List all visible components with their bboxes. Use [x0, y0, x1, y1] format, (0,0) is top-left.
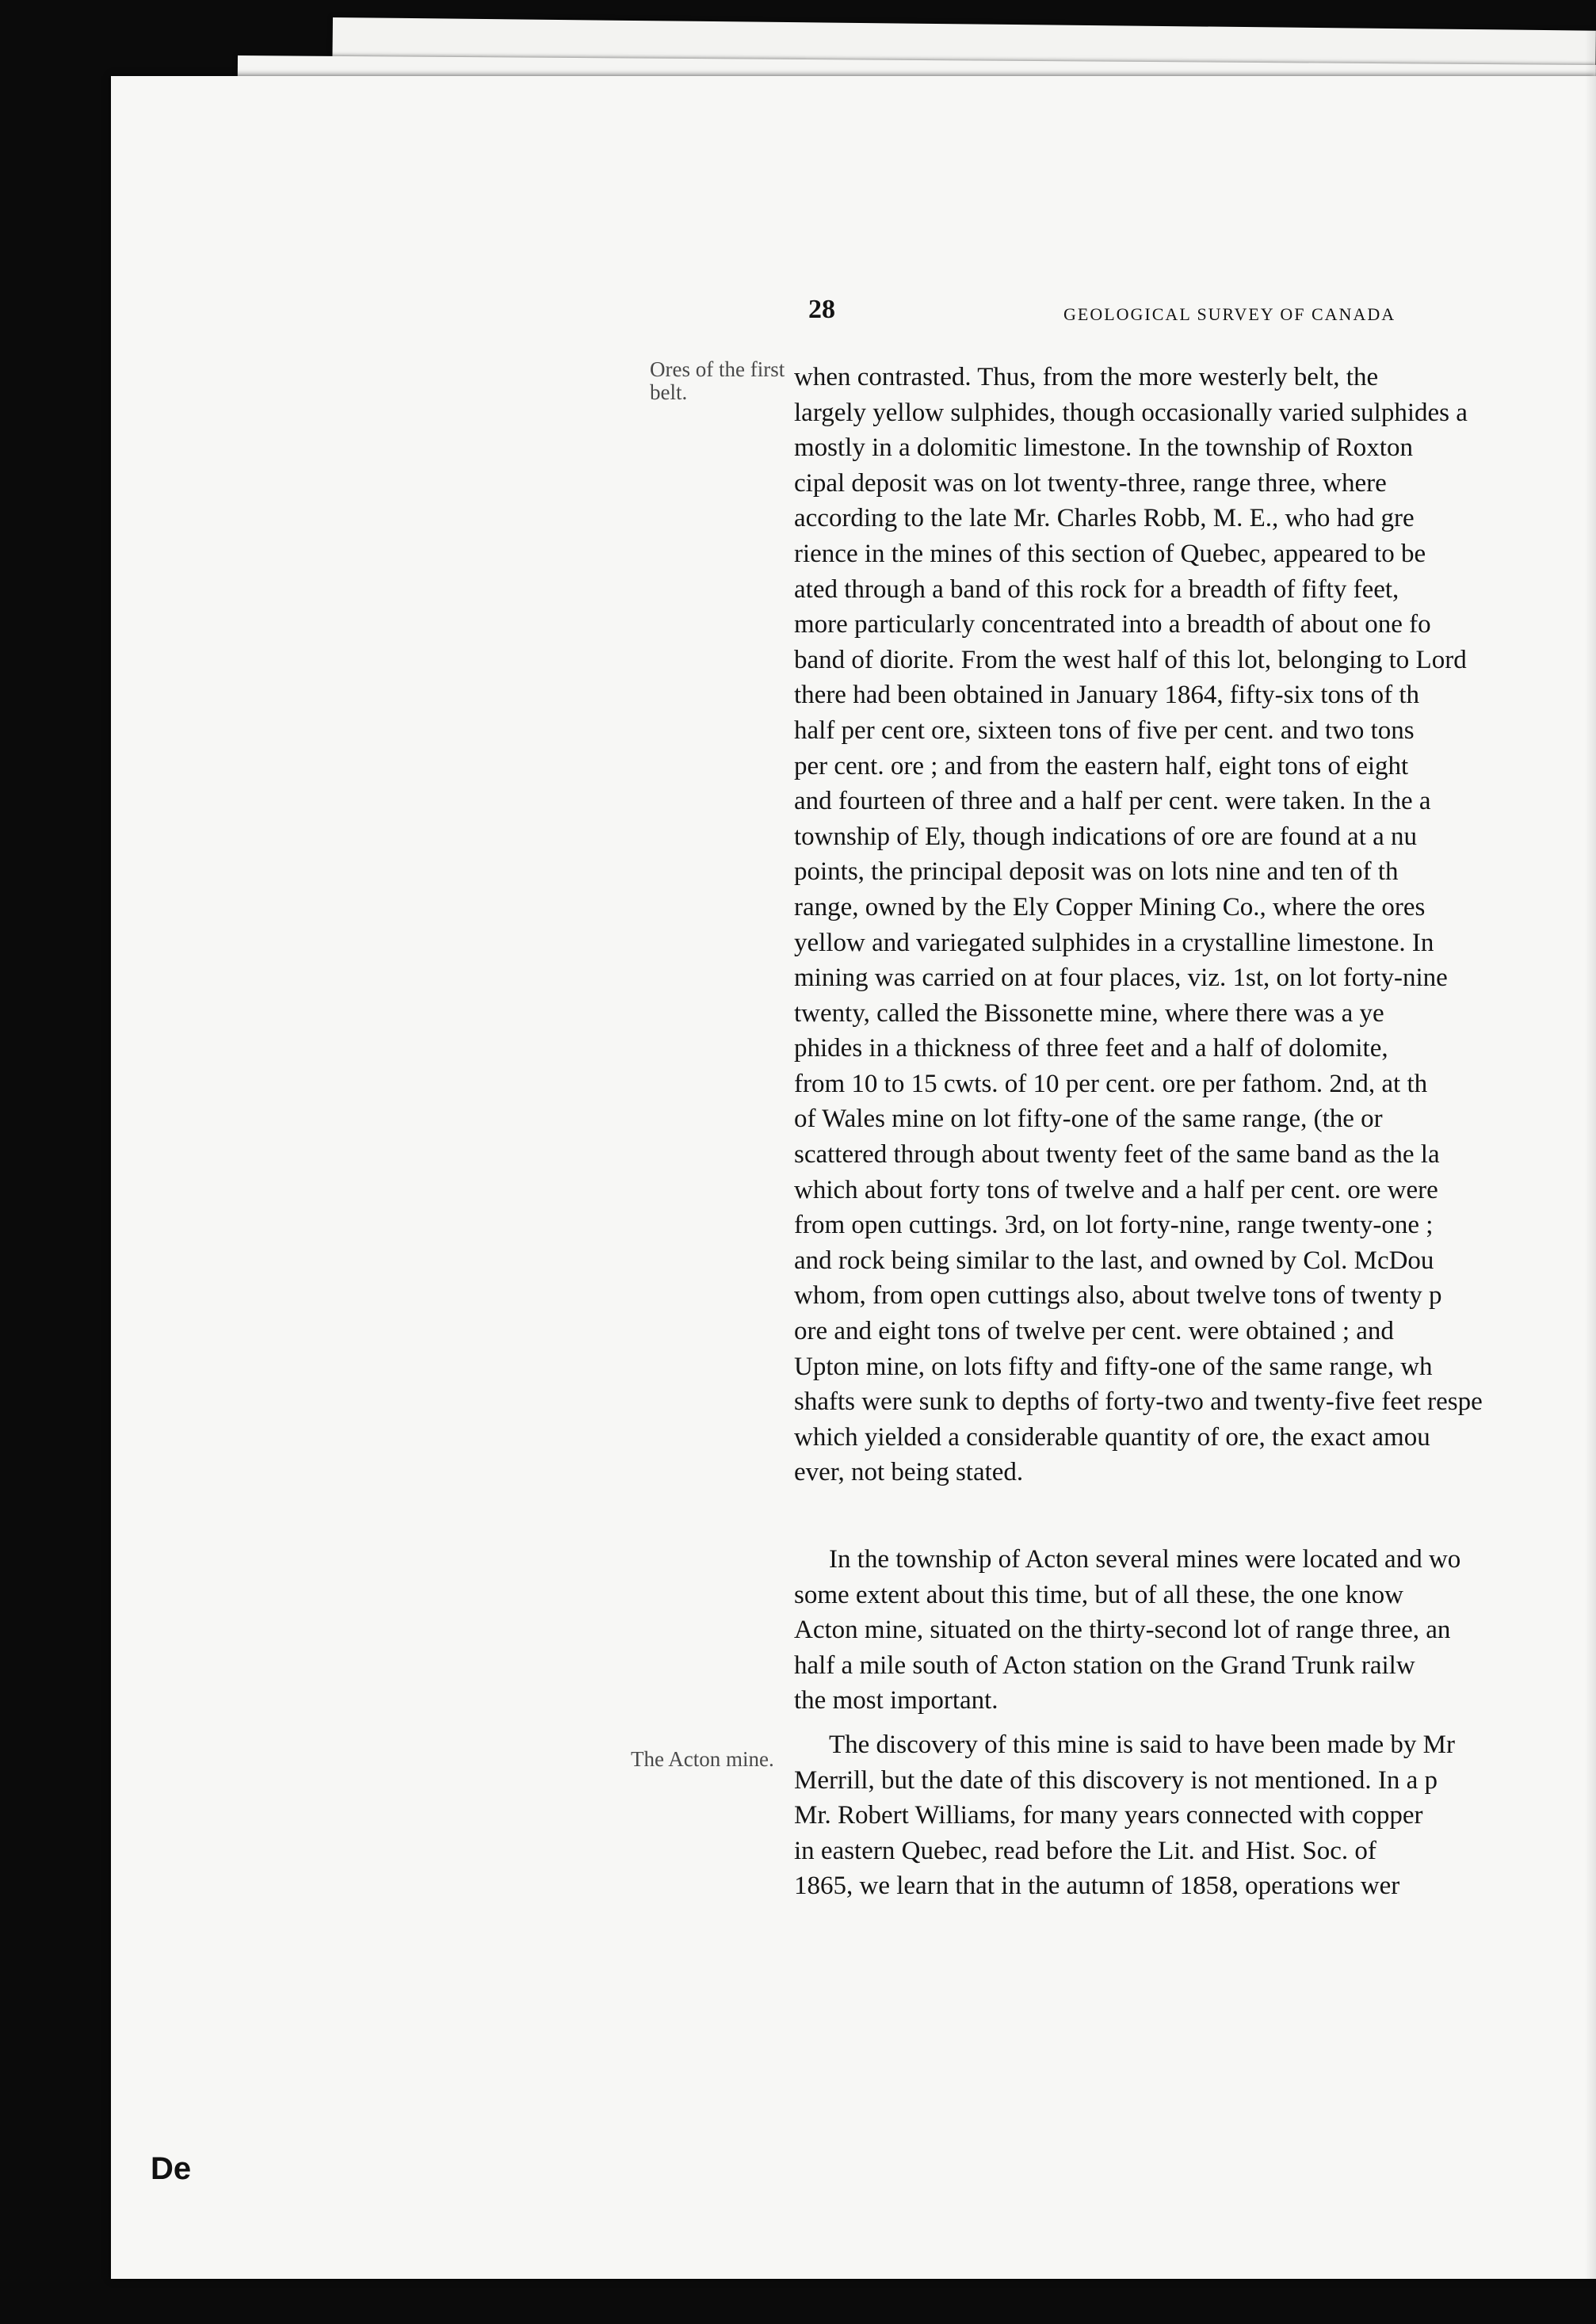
text-line: yellow and variegated sulphides in a crystalline limestone. In: [794, 928, 1434, 957]
edge-shadow: [1585, 0, 1596, 2324]
text-line: rience in the mines of this section of Quebec, appeared to be: [794, 539, 1426, 568]
text-line: twenty, called the Bissonette mine, where there was a ye: [794, 998, 1384, 1028]
text-line: scattered through about twenty feet of the same band as the la: [794, 1140, 1440, 1170]
text-line: township of Ely, though indications of ore are found at a nu: [794, 822, 1418, 851]
text-line: per cent. ore ; and from the eastern half, eight tons of eight: [794, 751, 1409, 780]
text-line: whom, from open cuttings also, about twelve tons of twenty p: [794, 1281, 1442, 1311]
text-line: mining was carried on at four places, viz. 1st, on lot forty-nine: [794, 964, 1448, 993]
text-line: largely yellow sulphides, though occasionally varied sulphides a: [794, 398, 1468, 427]
paragraph-1: [794, 360, 1596, 1490]
margin-note: The Acton mine.: [631, 1747, 774, 1771]
text-line: Merrill, but the date of this discovery is not mentioned. In a p: [794, 1765, 1438, 1795]
text-line: Mr. Robert Williams, for many years connected with copper: [794, 1801, 1423, 1830]
paragraph-2: [794, 1542, 1596, 1719]
text-line: more particularly concentrated into a breadth of about one fo: [794, 610, 1431, 639]
running-head: [808, 295, 1596, 330]
text-line: from open cuttings. 3rd, on lot forty-nine, range twenty-one ;: [794, 1211, 1434, 1240]
text-line: which yielded a considerable quantity of ore, the exact amou: [794, 1422, 1430, 1452]
text-line: ore and eight tons of twelve per cent. were obtained ; and: [794, 1317, 1394, 1346]
stamp-text: De: [151, 2151, 192, 2186]
text-line: half a mile south of Acton station on the Grand Trunk railw: [794, 1650, 1415, 1680]
text-line: in eastern Quebec, read before the Lit. and Hist. Soc. of: [794, 1836, 1376, 1865]
text-line: when contrasted. Thus, from the more westerly belt, the: [794, 363, 1379, 391]
text-line: which about forty tons of twelve and a half per cent. ore were: [794, 1175, 1438, 1204]
text-line: phides in a thickness of three feet and a half of dolomite,: [794, 1034, 1388, 1063]
text-line: the most important.: [794, 1686, 998, 1715]
running-title: GEOLOGICAL SURVEY OF CANADA: [1063, 304, 1396, 324]
text-line: Upton mine, on lots fifty and fifty-one of the same range, wh: [794, 1352, 1433, 1381]
margin-note: Ores of the first belt.: [650, 357, 785, 404]
text-line: according to the late Mr. Charles Robb, M. E., who had gre: [794, 504, 1415, 533]
text-line: 1865, we learn that in the autumn of 1858, operations wer: [794, 1872, 1400, 1901]
text-line: range, owned by the Ely Copper Mining Co., where the ores: [794, 892, 1426, 922]
text-line: there had been obtained in January 1864, fifty-six tons of th: [794, 681, 1420, 710]
text-line: points, the principal deposit was on lots nine and ten of th: [794, 857, 1399, 887]
text-line: In the township of Acton several mines were located and wo: [829, 1545, 1461, 1574]
text-line: band of diorite. From the west half of this lot, belonging to Lord: [794, 645, 1467, 674]
text-line: from 10 to 15 cwts. of 10 per cent. ore per fathom. 2nd, at th: [794, 1069, 1428, 1098]
text-line: and fourteen of three and a half per cent. were taken. In the a: [794, 787, 1431, 816]
paragraph-3: [794, 1727, 1596, 1904]
text-line: ated through a band of this rock for a breadth of fifty feet,: [794, 574, 1399, 604]
text-line: ever, not being stated.: [794, 1458, 1024, 1487]
text-line: of Wales mine on lot fifty-one of the same range, (the or: [794, 1105, 1383, 1134]
text-line: some extent about this time, but of all these, the one know: [794, 1580, 1403, 1609]
text-line: shafts were sunk to depths of forty-two and twenty-five feet respe: [794, 1387, 1483, 1417]
text-line: mostly in a dolomitic limestone. In the township of Roxton: [794, 433, 1413, 463]
text-line: The discovery of this mine is said to have been made by Mr: [829, 1731, 1455, 1759]
text-line: cipal deposit was on lot twenty-three, range three, where: [794, 468, 1387, 498]
page-number: 28: [808, 295, 835, 324]
text-line: and rock being similar to the last, and owned by Col. McDou: [794, 1246, 1434, 1275]
text-line: Acton mine, situated on the thirty-second lot of range three, an: [794, 1616, 1451, 1645]
text-line: half per cent ore, sixteen tons of five per cent. and two tons: [794, 716, 1415, 745]
